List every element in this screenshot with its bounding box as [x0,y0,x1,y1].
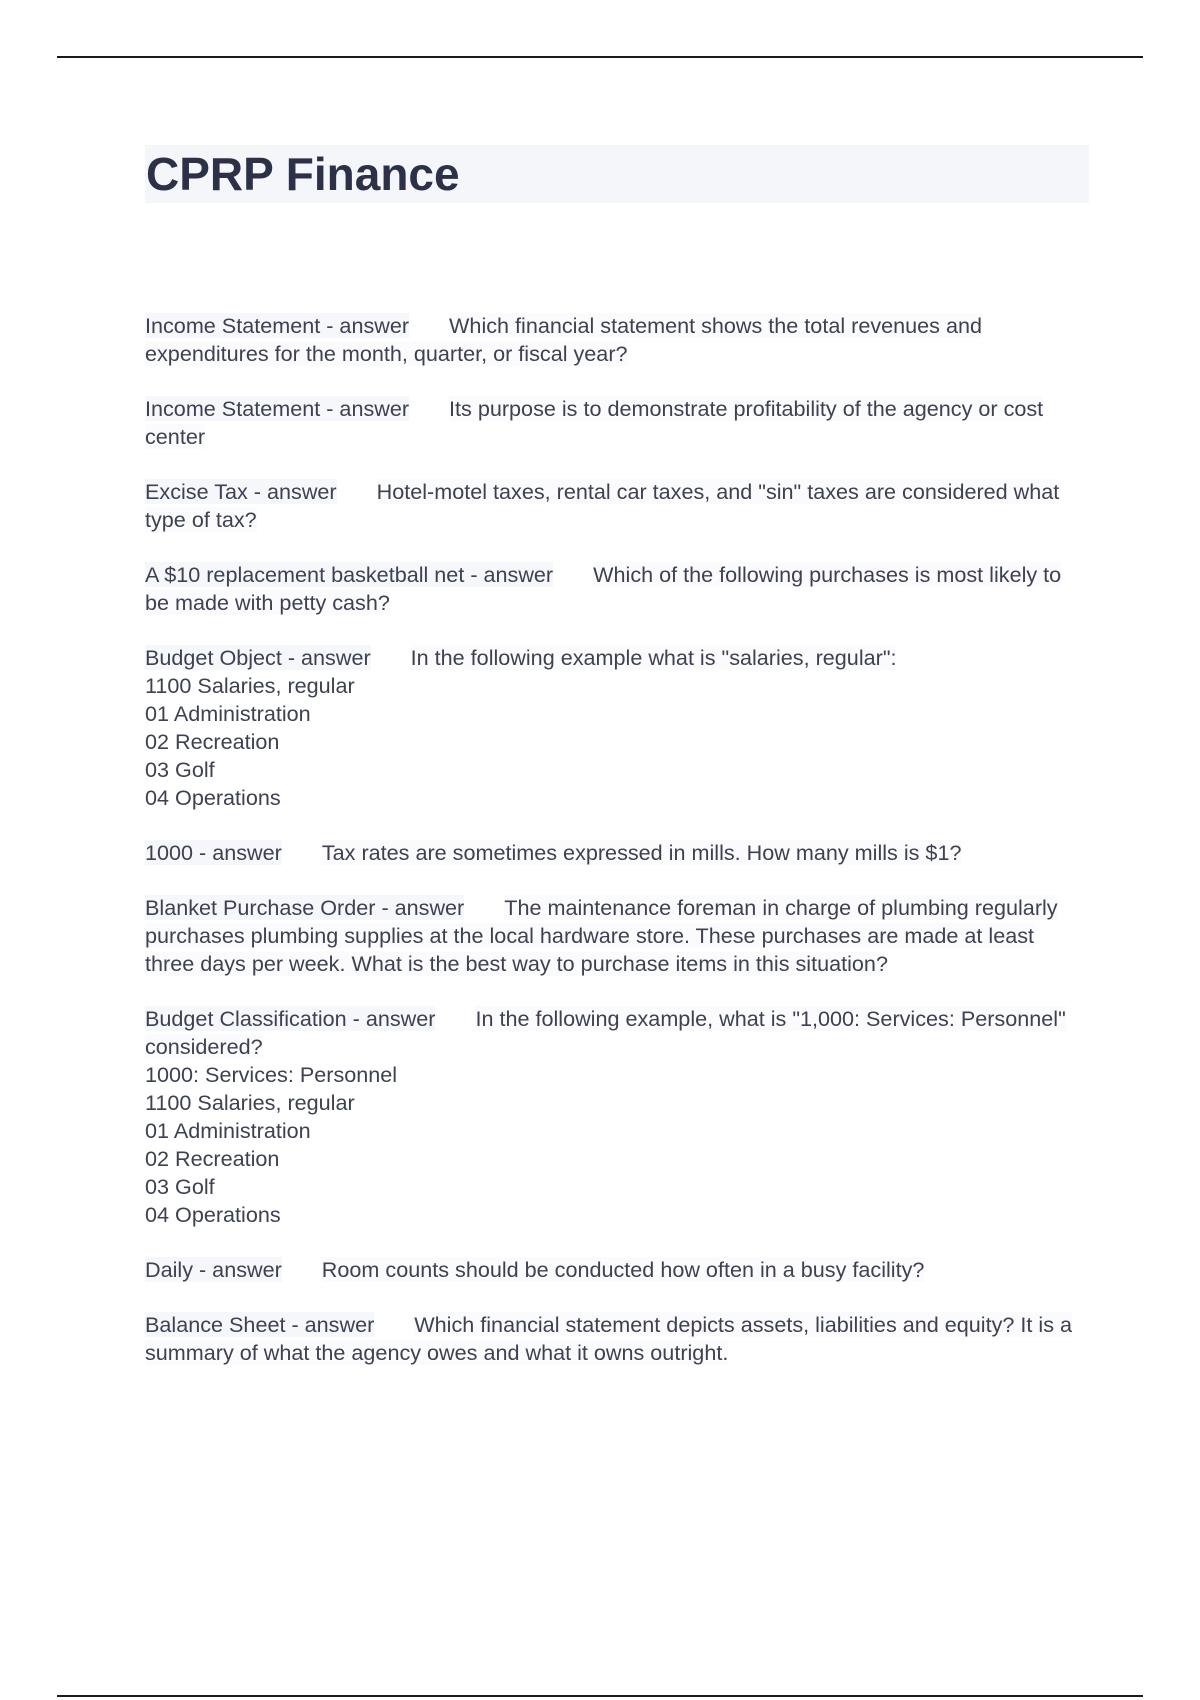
flashcard-question: Room counts should be conducted how often in a busy facility? [321,1257,925,1282]
example-line: 03 Golf [145,1174,215,1199]
example-line: 04 Operations [145,785,281,810]
top-rule [57,56,1143,58]
flashcard [145,1311,1085,1367]
flashcard-answer: Blanket Purchase Order - answer [145,895,465,920]
flashcard-question: Tax rates are sometimes expressed in mills. How many mills is $1? [321,840,962,865]
flashcard-question: Which financial statement shows the total revenues and expenditures for the month, quarter, or fiscal year? [145,313,982,366]
flashcard [145,478,1085,534]
flashcard-question: Its purpose is to demonstrate profitability of the agency or cost center [145,396,1044,449]
flashcard-question: In the following example, what is "1,000: Services: Personnel" considered? [145,1006,1066,1059]
flashcard [145,1005,1085,1229]
flashcard-answer: Excise Tax - answer [145,479,337,504]
flashcard-answer: A $10 replacement basketball net - answer [145,562,554,587]
flashcard-answer: Budget Object - answer [145,645,371,670]
flashcard [145,644,1085,812]
example-line: 01 Administration [145,1118,311,1143]
flashcard [145,894,1085,978]
flashcard-question: Which of the following purchases is most likely to be made with petty cash? [145,562,1062,615]
example-line: 04 Operations [145,1202,281,1227]
example-line: 02 Recreation [145,1146,280,1171]
bottom-rule [57,1695,1143,1697]
flashcard [145,561,1085,617]
example-line: 1000: Services: Personnel [145,1062,398,1087]
flashcard [145,839,1085,867]
flashcard [145,1256,1085,1284]
example-line: 03 Golf [145,757,215,782]
flashcard-answer: Income Statement - answer [145,396,410,421]
flashcard [145,395,1085,451]
flashcard-answer: Budget Classification - answer [145,1006,436,1031]
example-line: 01 Administration [145,701,311,726]
flashcard-question: In the following example what is "salaries, regular": [410,645,897,670]
document-title: CPRP Finance [146,148,460,200]
flashcard-question: Hotel-motel taxes, rental car taxes, and "sin" taxes are considered what type of tax? [145,479,1060,532]
example-line: 1100 Salaries, regular [145,673,355,698]
flashcard-list [145,312,1085,1394]
example-line: 1100 Salaries, regular [145,1090,355,1115]
flashcard-answer: Income Statement - answer [145,313,410,338]
flashcard-answer: Daily - answer [145,1257,282,1282]
flashcard-answer: 1000 - answer [145,840,282,865]
flashcard-question: The maintenance foreman in charge of plumbing regularly purchases plumbing supplies at the local hardware store. These purchases are made at least three days per week. What is the best way to purchase items in this situation? [145,895,1058,976]
flashcard [145,312,1085,368]
flashcard-answer: Balance Sheet - answer [145,1312,375,1337]
flashcard-question: Which financial statement depicts assets, liabilities and equity? It is a summary of what the agency owes and what it owns outright. [145,1312,1072,1365]
example-line: 02 Recreation [145,729,280,754]
